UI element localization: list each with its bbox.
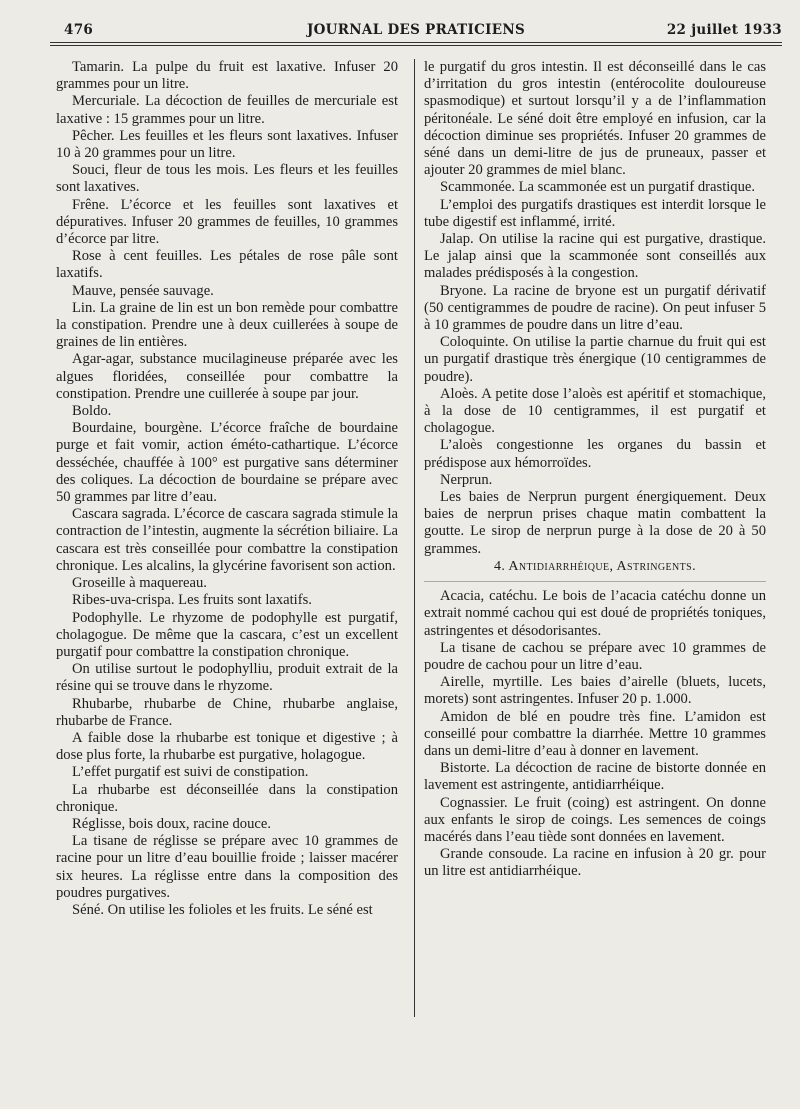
left-column xyxy=(56,59,398,919)
column-divider xyxy=(414,59,415,1017)
paragraph: Mauve, pensée sauvage. xyxy=(72,282,214,299)
page-header xyxy=(50,20,782,42)
paragraph: Amidon de blé en poudre très fine. L’amidon est conseillé pour combattre la diarrhée. Mettre 10 grammes dans un demi-litre d’eau à donner en lavement. xyxy=(424,708,766,759)
paragraph: Frêne. L’écorce et les feuilles sont laxatives et dépuratives. Infuser 20 grammes de feuilles, 10 grammes d’écorce par litre. xyxy=(56,196,398,248)
paragraph: Acacia, catéchu. Le bois de l’acacia catéchu donne un extrait nommé cachou qui est doué de propriétés toniques, astringentes et désodorisantes. xyxy=(424,588,766,639)
paragraph: Lin. La graine de lin est un bon remède pour combattre la constipation. Prendre une à deux cuillerées à soupe de graines de lin entières. xyxy=(56,299,398,351)
section-rule xyxy=(424,581,766,582)
paragraph: Souci, fleur de tous les mois. Les fleurs et les feuilles sont laxatives. xyxy=(56,162,398,196)
paragraph: Groseille à maquereau. xyxy=(72,575,207,592)
paragraph: La rhubarbe est déconseillée dans la constipation chronique. xyxy=(56,781,398,815)
paragraph: La tisane de réglisse se prépare avec 10 grammes de racine pour un litre d’eau bouillie froide ; laisser macérer six heures. La réglisse entre dans la composition des poudres purgatives. xyxy=(56,833,398,901)
paragraph: Nerprun. xyxy=(440,471,493,488)
paragraph: Ribes-uva-crispa. Les fruits sont laxatifs. xyxy=(72,592,312,609)
paragraph: L’effet purgatif est suivi de constipation. xyxy=(72,764,309,781)
paragraph: Scammonée. La scammonée est un purgatif drastique. xyxy=(440,179,756,196)
paragraph: Réglisse, bois doux, racine douce. xyxy=(72,815,271,832)
paragraph: Boldo. xyxy=(72,403,112,420)
paragraph: Bistorte. La décoction de racine de bistorte donnée en lavement est astringente, antidiarrhéique. xyxy=(424,760,766,794)
paragraph: Rose à cent feuilles. Les pétales de rose pâle sont laxatifs. xyxy=(56,248,398,282)
right-column xyxy=(424,59,766,881)
paragraph: L’aloès congestionne les organes du bassin et prédispose aux hémorroïdes. xyxy=(424,437,766,471)
paragraph: Bourdaine, bourgène. L’écorce fraîche de bourdaine purge et fait vomir, action éméto-cathartique. L’écorce desséchée, chauffée à 100° est purgative sans déterminer des coliques. La décoction de bourdaine se prépare avec 50 grammes par litre d’eau. xyxy=(56,420,398,506)
paragraph: Cascara sagrada. L’écorce de cascara sagrada stimule la contraction de l’intestin, augmente la sécrétion biliaire. La cascara est très conseillée pour combattre la constipation chronique. Les alcalins, la glycérine favorisent son action. xyxy=(56,506,398,574)
paragraph: Tamarin. La pulpe du fruit est laxative. Infuser 20 grammes pour un litre. xyxy=(56,59,398,93)
paragraph: Pêcher. Les feuilles et les fleurs sont laxatives. Infuser 10 à 20 grammes pour un litre. xyxy=(56,127,398,162)
paragraph: Coloquinte. On utilise la partie charnue du fruit qui est un purgatif drastique très énergique (10 centigrammes de poudre). xyxy=(424,334,766,385)
paragraph: Agar-agar, substance mucilagineuse préparée avec les algues floridées, conseillée pour combattre la constipation. Prendre une cuillerée à soupe par jour. xyxy=(56,351,398,402)
paragraph: Airelle, myrtille. Les baies d’airelle (bluets, lucets, morets) sont astringentes. Infuser 20 p. 1.000. xyxy=(424,674,766,708)
paragraph: A faible dose la rhubarbe est tonique et digestive ; à dose plus forte, la rhubarbe est purgative, holagogue. xyxy=(56,729,398,764)
journal-title: JOURNAL DES PRATICIENS xyxy=(306,22,526,38)
header-rule-double xyxy=(50,45,782,46)
paragraph: Rhubarbe, rhubarbe de Chine, rhubarbe anglaise, rhubarbe de France. xyxy=(56,695,398,729)
issue-date: 22 juillet 1933 xyxy=(666,22,782,38)
paragraph: Jalap. On utilise la racine qui est purgative, drastique. Le jalap ainsi que la scammonée sont conseillés aux malades prédisposés à la congestion. xyxy=(424,231,766,282)
paragraph: Aloès. A petite dose l’aloès est apéritif et stomachique, à la dose de 10 centigrammes, il est purgatif et cholagogue. xyxy=(424,385,766,437)
section-heading: 4. Antidiarrhéique, Astringents. xyxy=(493,558,697,574)
page-number: 476 xyxy=(64,22,94,38)
paragraph: On utilise surtout le podophylliu, produit extrait de la résine qui se trouve dans le rhyzome. xyxy=(56,661,398,695)
paragraph: Podophylle. Le rhyzome de podophylle est purgatif, cholagogue. De même que la cascara, c’est un excellent purgatif pour combattre la constipation chronique. xyxy=(56,609,398,660)
paragraph: le purgatif du gros intestin. Il est déconseillé dans le cas d’irritation du gros intestin (entérocolite douloureuse spasmodique) et surtout lorsqu’il y a de l’inflammation péritonéale. Le séné doit être employé en infusion, car la décoction diminue ses propriétés. Infuser 20 grammes de séné dans un demi-litre de jus de pruneaux, passer et ajouter 20 grammes de miel blanc. xyxy=(424,59,766,179)
paragraph: Mercuriale. La décoction de feuilles de mercuriale est laxative : 15 grammes pour un litre. xyxy=(56,93,398,127)
paragraph: Les baies de Nerprun purgent énergiquement. Deux baies de nerprun prises chaque matin combattent la goutte. Le sirop de nerprun purge à la dose de 20 à 50 grammes. xyxy=(424,489,766,557)
paragraph: Grande consoude. La racine en infusion à 20 gr. pour un litre est antidiarrhéique. xyxy=(424,846,766,880)
paragraph: Séné. On utilise les folioles et les fruits. Le séné est xyxy=(72,901,373,918)
header-rule xyxy=(50,42,782,43)
paragraph: La tisane de cachou se prépare avec 10 grammes de poudre de cachou pour un litre d’eau. xyxy=(424,639,766,673)
paragraph: Bryone. La racine de bryone est un purgatif dérivatif (50 centigrammes de poudre de racine). On peut infuser 5 à 10 grammes de poudre dans un litre d’eau. xyxy=(424,282,766,334)
paragraph: Cognassier. Le fruit (coing) est astringent. On donne aux enfants le sirop de coings. Les semences de coings macérés dans l’eau tiède sont données en lavement. xyxy=(424,794,766,845)
paragraph: L’emploi des purgatifs drastiques est interdit lorsque le tube digestif est inflammé, irrité. xyxy=(424,196,766,230)
